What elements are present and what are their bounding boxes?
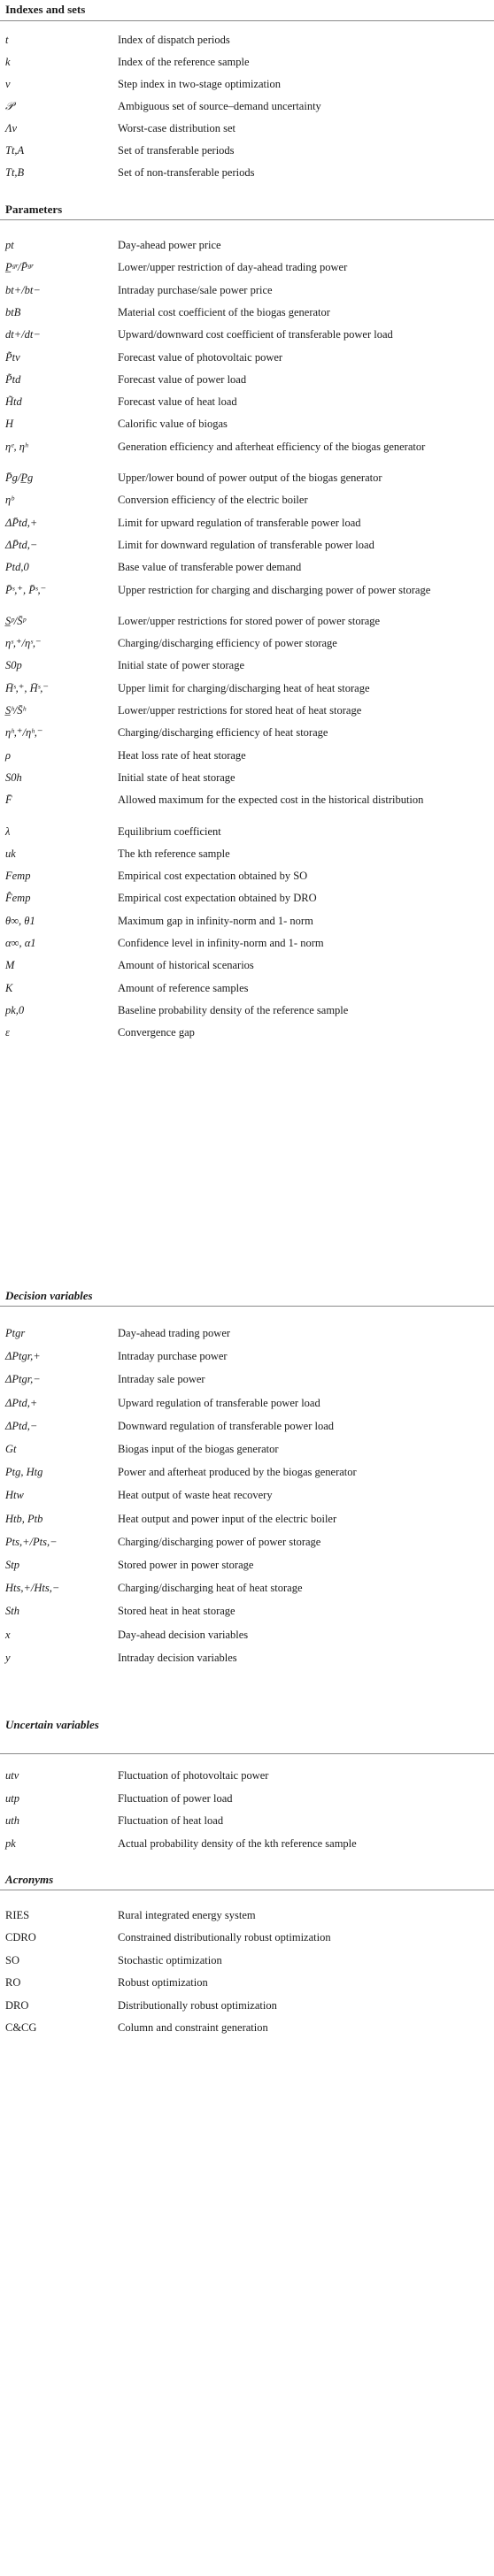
- description-cell: Robust optimization: [118, 1976, 208, 1990]
- description-cell: Maximum gap in infinity-norm and 1- norm: [118, 914, 313, 927]
- description-cell: Amount of reference samples: [118, 981, 249, 994]
- description-cell: Base value of transferable power demand: [118, 561, 302, 574]
- description-cell: Amount of historical scenarios: [118, 959, 254, 972]
- symbol-cell: Tt,B: [5, 166, 25, 179]
- section-rule: [0, 1306, 494, 1307]
- symbol-cell: Ptgr: [5, 1327, 26, 1339]
- symbol-cell: S̲ᵖ/S̄ᵖ: [5, 614, 27, 627]
- description-cell: Upward regulation of transferable power load: [118, 1396, 320, 1409]
- symbol-cell: ρ: [5, 748, 11, 762]
- symbol-cell: S0h: [5, 770, 22, 784]
- description-cell: Worst-case distribution set: [118, 122, 235, 134]
- section-header: Uncertain variables: [5, 1718, 99, 1731]
- description-cell: Stochastic optimization: [118, 1953, 222, 1966]
- description-cell: Heat output of waste heat recovery: [118, 1489, 273, 1502]
- symbol-cell: ε: [5, 1026, 10, 1039]
- symbol-cell: CDRO: [5, 1931, 36, 1944]
- symbol-cell: P̄ˢ,⁺, P̄ˢ,⁻: [5, 583, 47, 596]
- description-cell: Initial state of power storage: [118, 659, 245, 672]
- symbol-cell: F̄: [5, 794, 12, 807]
- description-cell: Day-ahead trading power: [118, 1327, 231, 1339]
- description-cell: Generation efficiency and afterheat efficiency of the biogas generator: [118, 440, 426, 453]
- section-header: Indexes and sets: [5, 3, 86, 16]
- symbol-cell: Tt,A: [5, 144, 25, 157]
- description-cell: Convergence gap: [118, 1026, 195, 1039]
- description-cell: Intraday sale power: [118, 1373, 205, 1386]
- description-cell: Charging/discharging heat of heat storage: [118, 1582, 303, 1595]
- description-cell: Initial state of heat storage: [118, 770, 235, 784]
- description-cell: Downward regulation of transferable power load: [118, 1419, 335, 1432]
- symbol-cell: S0p: [5, 659, 22, 672]
- description-cell: Step index in two-stage optimization: [118, 78, 281, 90]
- symbol-cell: Ptd,0: [5, 561, 29, 574]
- section-rule: [0, 219, 494, 220]
- symbol-cell: x: [5, 1628, 11, 1641]
- description-cell: Day-ahead power price: [118, 239, 221, 251]
- symbol-cell: pt: [5, 239, 14, 251]
- symbol-cell: DRO: [5, 1998, 29, 2012]
- section-header: Parameters: [5, 203, 63, 216]
- description-cell: Index of dispatch periods: [118, 34, 230, 46]
- description-cell: Lower/upper restrictions for stored power of power storage: [118, 614, 381, 627]
- description-cell: Baseline probability density of the reference sample: [118, 1003, 349, 1016]
- symbol-cell: C&CG: [5, 2021, 37, 2034]
- section-rule: [0, 20, 494, 21]
- description-cell: Heat output and power input of the electric boiler: [118, 1512, 337, 1525]
- symbol-cell: M: [5, 959, 15, 972]
- symbol-cell: uth: [5, 1814, 19, 1828]
- symbol-cell: λ: [5, 824, 11, 838]
- symbol-cell: F̂emp: [5, 892, 31, 905]
- description-cell: Charging/discharging efficiency of power storage: [118, 637, 337, 650]
- description-cell: Limit for downward regulation of transferable power load: [118, 538, 374, 551]
- section-header: Acronyms: [5, 1873, 54, 1886]
- symbol-cell: 𝒫: [5, 100, 14, 112]
- description-cell: Fluctuation of power load: [118, 1791, 233, 1805]
- symbol-cell: btB: [5, 305, 21, 318]
- symbol-cell: ΔPtgr,−: [5, 1373, 41, 1386]
- description-cell: Fluctuation of heat load: [118, 1814, 224, 1828]
- description-cell: Stored heat in heat storage: [118, 1605, 235, 1618]
- symbol-cell: ηʰ,⁺/ηʰ,⁻: [5, 726, 43, 740]
- symbol-cell: Htw: [5, 1489, 24, 1502]
- symbol-cell: ΔP̄td,+: [5, 516, 38, 529]
- description-cell: The kth reference sample: [118, 847, 230, 860]
- symbol-cell: Hts,+/Hts,−: [5, 1582, 60, 1595]
- description-cell: Limit for upward regulation of transferable power load: [118, 516, 361, 529]
- symbol-cell: utv: [5, 1769, 19, 1782]
- symbol-cell: Sth: [5, 1605, 19, 1618]
- description-cell: Index of the reference sample: [118, 56, 250, 68]
- symbol-cell: Λν: [5, 122, 18, 134]
- symbol-cell: pk,0: [5, 1003, 25, 1016]
- symbol-cell: Pts,+/Pts,−: [5, 1535, 58, 1548]
- symbol-cell: uk: [5, 847, 16, 860]
- symbol-cell: P̃td: [5, 372, 21, 386]
- description-cell: Column and constraint generation: [118, 2021, 268, 2034]
- description-cell: Upward/downward cost coefficient of transferable power load: [118, 328, 393, 341]
- symbol-cell: S̲ʰ/S̄ʰ: [5, 704, 27, 717]
- symbol-cell: ηᵇ: [5, 494, 14, 507]
- description-cell: Intraday purchase/sale power price: [118, 283, 273, 296]
- description-cell: Biogas input of the biogas generator: [118, 1443, 279, 1455]
- description-cell: Set of non-transferable periods: [118, 166, 255, 179]
- description-cell: Constrained distributionally robust optimization: [118, 1931, 331, 1944]
- description-cell: Distributionally robust optimization: [118, 1998, 277, 2012]
- symbol-cell: bt+/bt−: [5, 283, 41, 296]
- symbol-cell: Ptg, Htg: [5, 1466, 43, 1479]
- symbol-cell: SO: [5, 1953, 19, 1966]
- symbol-cell: α∞, α1: [5, 937, 36, 949]
- description-cell: Upper restriction for charging and discharging power of power storage: [118, 583, 431, 596]
- symbol-cell: H: [5, 418, 14, 431]
- description-cell: Lower/upper restrictions for stored heat of heat storage: [118, 704, 362, 717]
- description-cell: Empirical cost expectation obtained by DRO: [118, 892, 317, 905]
- symbol-cell: P̃tv: [5, 350, 20, 364]
- symbol-cell: Htb, Ptb: [5, 1512, 43, 1525]
- description-cell: Intraday decision variables: [118, 1651, 237, 1664]
- symbol-cell: k: [5, 56, 11, 68]
- description-cell: Allowed maximum for the expected cost in the historical distribution: [118, 794, 424, 807]
- description-cell: Forecast value of photovoltaic power: [118, 350, 283, 364]
- description-cell: Power and afterheat produced by the biogas generator: [118, 1466, 357, 1479]
- description-cell: Ambiguous set of source–demand uncertainty: [118, 100, 321, 112]
- symbol-cell: utp: [5, 1791, 19, 1805]
- symbol-cell: ΔPtd,−: [5, 1419, 38, 1432]
- description-cell: Intraday purchase power: [118, 1350, 228, 1363]
- symbol-cell: ν: [5, 78, 11, 90]
- symbol-cell: ΔPtgr,+: [5, 1350, 41, 1363]
- symbol-cell: y: [5, 1651, 11, 1664]
- description-cell: Empirical cost expectation obtained by SO: [118, 870, 308, 883]
- symbol-cell: K: [5, 981, 13, 994]
- description-cell: Heat loss rate of heat storage: [118, 748, 246, 762]
- symbol-cell: ΔPtd,+: [5, 1396, 38, 1409]
- description-cell: Charging/discharging power of power storage: [118, 1535, 321, 1548]
- symbol-cell: ηˢ,⁺/ηˢ,⁻: [5, 637, 42, 650]
- description-cell: Material cost coefficient of the biogas generator: [118, 305, 330, 318]
- symbol-cell: pk: [5, 1836, 16, 1850]
- description-cell: Charging/discharging efficiency of heat storage: [118, 726, 328, 740]
- symbol-cell: Gt: [5, 1443, 17, 1455]
- symbol-cell: Femp: [5, 870, 31, 883]
- description-cell: Confidence level in infinity-norm and 1- norm: [118, 937, 324, 949]
- description-cell: Set of transferable periods: [118, 144, 235, 157]
- description-cell: Forecast value of heat load: [118, 395, 237, 409]
- symbol-cell: t: [5, 34, 9, 46]
- description-cell: Equilibrium coefficient: [118, 824, 221, 838]
- symbol-cell: ΔP̄td,−: [5, 538, 38, 551]
- description-cell: Conversion efficiency of the electric boiler: [118, 494, 308, 507]
- description-cell: Stored power in power storage: [118, 1559, 254, 1571]
- description-cell: Upper/lower bound of power output of the biogas generator: [118, 472, 382, 484]
- symbol-cell: RO: [5, 1976, 21, 1990]
- symbol-cell: P̄g/P̲g: [5, 472, 34, 484]
- symbol-cell: H̄ˢ,⁺, H̄ˢ,⁻: [5, 681, 50, 694]
- description-cell: Rural integrated energy system: [118, 1909, 256, 1921]
- section-header: Decision variables: [5, 1289, 93, 1302]
- symbol-cell: P̲ᵍʳ/P̄ᵍʳ: [5, 261, 34, 274]
- symbol-cell: H̃td: [5, 395, 22, 409]
- symbol-cell: Stp: [5, 1559, 19, 1571]
- description-cell: Upper limit for charging/discharging heat of heat storage: [118, 681, 370, 694]
- symbol-cell: θ∞, θ1: [5, 914, 35, 927]
- description-cell: Lower/upper restriction of day-ahead trading power: [118, 261, 348, 274]
- symbol-cell: ηᵉ, ηʰ: [5, 440, 28, 453]
- description-cell: Calorific value of biogas: [118, 418, 228, 431]
- description-cell: Forecast value of power load: [118, 372, 247, 386]
- symbol-cell: RIES: [5, 1909, 30, 1921]
- description-cell: Fluctuation of photovoltaic power: [118, 1769, 269, 1782]
- symbol-cell: dt+/dt−: [5, 328, 41, 341]
- description-cell: Actual probability density of the kth reference sample: [118, 1836, 357, 1850]
- section-rule: [0, 1753, 494, 1754]
- description-cell: Day-ahead decision variables: [118, 1628, 249, 1641]
